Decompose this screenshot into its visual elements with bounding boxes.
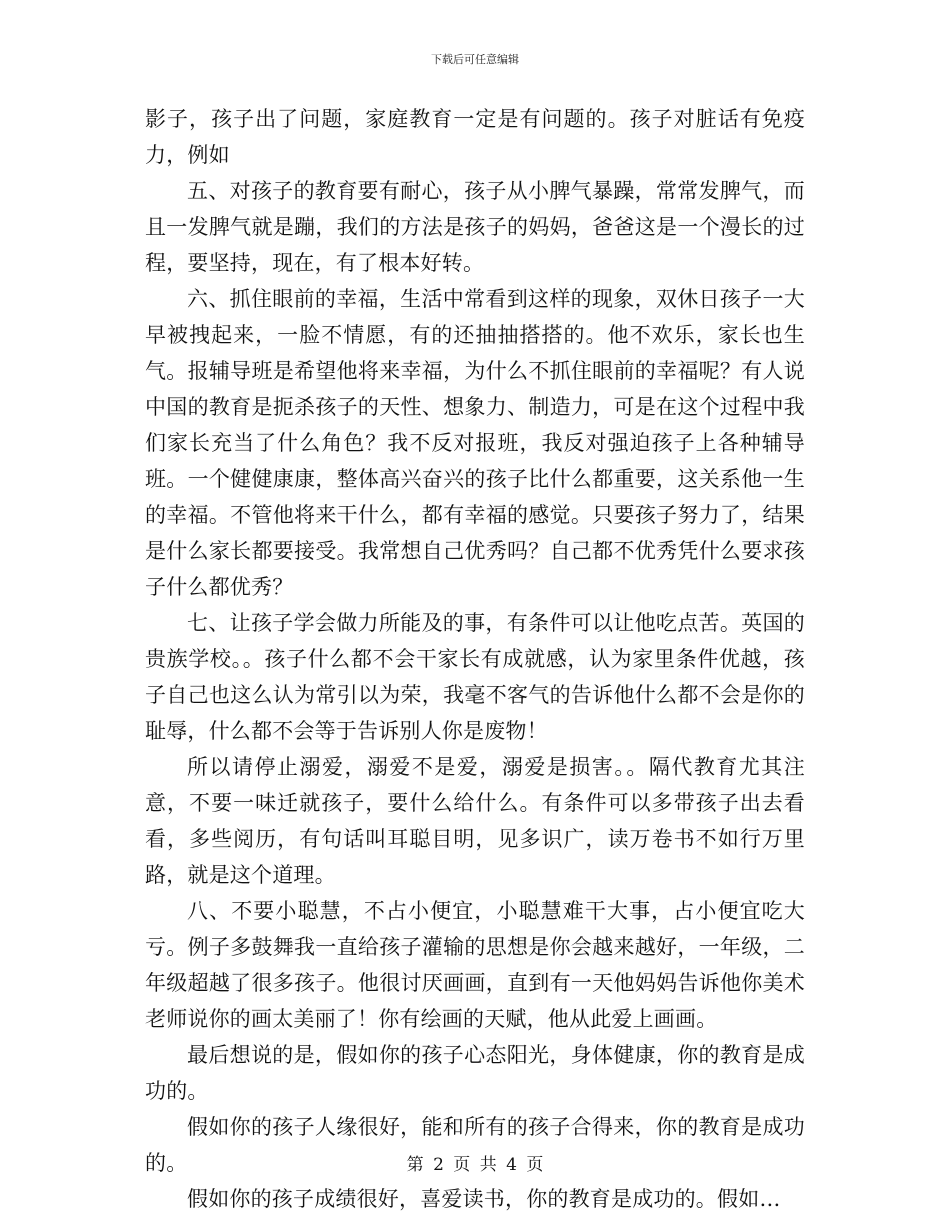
- document-body: [145, 101, 805, 1217]
- paragraph-9: 假如你的孩子成绩很好，喜爱读书，你的教育是成功的。假如…: [187, 1187, 781, 1211]
- paragraph-6: 八、不要小聪慧，不占小便宜，小聪慧难干大事，占小便宜吃大亏。例子多鼓舞我一直给孩子灌输的思想是你会越来越好，一年级，二年级超越了很多孩子。他很讨厌画画，直到有一天他妈妈告诉他你美术老师说你的画太美丽了！你有绘画的天赋，他从此爱上画画。: [145, 899, 805, 1031]
- page-header-note: 下载后可任意编辑: [431, 53, 519, 66]
- paragraph-2: 五、对孩子的教育要有耐心，孩子从小脾气暴躁，常常发脾气，而且一发脾气就是蹦，我们的方法是孩子的妈妈，爸爸这是一个漫长的过程，要坚持，现在，有了根本好转。: [145, 179, 805, 275]
- paragraph-8: 假如你的孩子人缘很好，能和所有的孩子合得来，你的教育是成功的。: [145, 1115, 805, 1175]
- paragraph-4: 七、让孩子学会做力所能及的事，有条件可以让他吃点苦。英国的贵族学校。。孩子什么都不会干家长有成就感，认为家里条件优越，孩子自己也这么认为常引以为荣，我毫不客气的告诉他什么都不会是你的耻辱，什么都不会等于告诉别人你是废物！: [145, 611, 805, 743]
- paragraph-5: 所以请停止溺爱，溺爱不是爱，溺爱是损害。。隔代教育尤其注意，不要一味迁就孩子，要什么给什么。有条件可以多带孩子出去看看，多些阅历，有句话叫耳聪目明，见多识广，读万卷书不如行万里路，就是这个道理。: [145, 755, 805, 887]
- paragraph-3: 六、抓住眼前的幸福，生活中常看到这样的现象，双休日孩子一大早被拽起来，一脸不情愿，有的还抽抽搭搭的。他不欢乐，家长也生气。报辅导班是希望他将来幸福，为什么不抓住眼前的幸福呢？有人说中国的教育是扼杀孩子的天性、想象力、制造力，可是在这个过程中我们家长充当了什么角色？我不反对报班，我反对强迫孩子上各种辅导班。一个健健康康，整体高兴奋兴的孩子比什么都重要，这关系他一生的幸福。不管他将来干什么，都有幸福的感觉。只要孩子努力了，结果是什么家长都要接受。我常想自己优秀吗？自己都不优秀凭什么要求孩子什么都优秀？: [145, 287, 805, 599]
- page-number-footer: 第 2 页 共 4 页: [406, 1155, 544, 1175]
- paragraph-7: 最后想说的是，假如你的孩子心态阳光，身体健康，你的教育是成功的。: [145, 1043, 805, 1103]
- paragraph-1: 影子，孩子出了问题，家庭教育一定是有问题的。孩子对脏话有免疫力，例如: [145, 107, 805, 167]
